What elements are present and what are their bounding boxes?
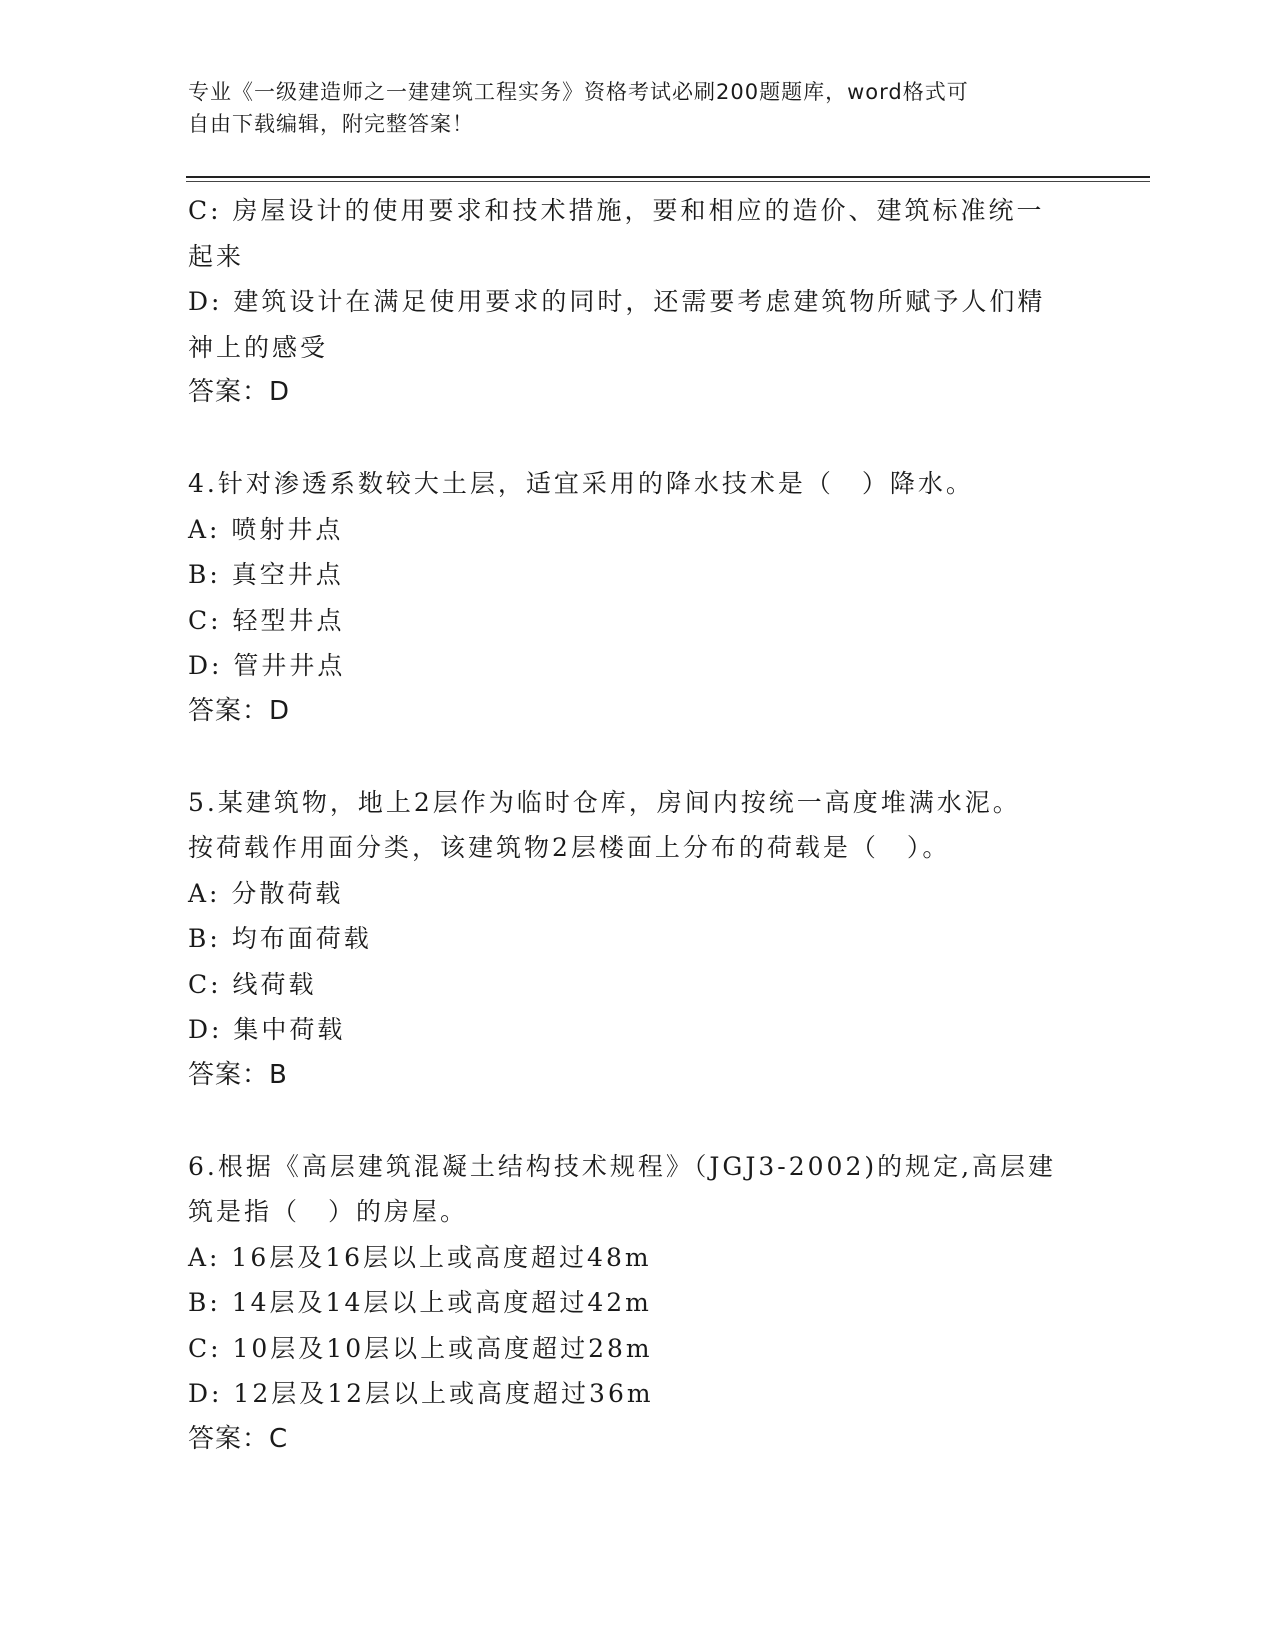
q4-option-c: C: 轻型井点 xyxy=(188,605,345,635)
header-title-line-2: 自由下载编辑，附完整答案！ xyxy=(188,112,474,136)
page-header xyxy=(188,76,1068,140)
q6-option-d: D: 12层及12层以上或高度超过36m xyxy=(188,1379,654,1408)
q4-option-b: B: 真空井点 xyxy=(188,560,344,589)
spacer xyxy=(188,1098,1088,1144)
question-list xyxy=(188,188,1088,1462)
q5-option-b: B: 均布面荷载 xyxy=(188,924,372,953)
q4-answer: 答案：D xyxy=(188,695,291,726)
q3-option-d-line-2: 神上的感受 xyxy=(188,332,329,362)
q5-option-a: A: 分散荷载 xyxy=(188,878,344,908)
q6-option-a: A: 16层及16层以上或高度超过48m xyxy=(188,1242,652,1272)
q6-stem-line-2: 筑是指（ ）的房屋。 xyxy=(188,1197,469,1226)
question-4 xyxy=(188,461,1088,734)
q3-option-c-line-1: C: 房屋设计的使用要求和技术措施，要和相应的造价、建筑标准统一 xyxy=(188,196,1045,225)
header-title-line-1: 专业《一级建造师之一建建筑工程实务》资格考试必刷200题题库，word格式可 xyxy=(188,80,969,104)
q6-option-b: B: 14层及14层以上或高度超过42m xyxy=(188,1288,652,1317)
q6-option-c: C: 10层及10层以上或高度超过28m xyxy=(188,1333,653,1363)
q3-option-c-line-2: 起来 xyxy=(188,241,245,271)
question-3 xyxy=(188,188,1088,416)
header-divider xyxy=(186,176,1150,178)
spacer xyxy=(188,416,1088,462)
q6-stem-line-1: 6.根据《高层建筑混凝土结构技术规程》（JGJ3-2002)的规定,高层建 xyxy=(188,1151,1057,1181)
question-5 xyxy=(188,780,1088,1099)
q5-answer: 答案：B xyxy=(188,1059,288,1090)
q5-option-d: D: 集中荷载 xyxy=(188,1015,346,1044)
q4-stem: 4.针对渗透系数较大土层，适宜采用的降水技术是（ ）降水。 xyxy=(188,469,974,498)
q5-stem-line-1: 5.某建筑物，地上2层作为临时仓库，房间内按统一高度堆满水泥。 xyxy=(188,787,1021,817)
header-divider-thin xyxy=(186,181,1150,182)
q6-answer: 答案：C xyxy=(188,1423,289,1454)
spacer xyxy=(188,734,1088,780)
q4-option-d: D: 管井井点 xyxy=(188,651,346,680)
q5-stem-line-2: 按荷载作用面分类，该建筑物2层楼面上分布的荷载是（ ）。 xyxy=(188,833,951,862)
q3-option-d-line-1: D: 建筑设计在满足使用要求的同时，还需要考虑建筑物所赋予人们精 xyxy=(188,287,1046,316)
q4-option-a: A: 喷射井点 xyxy=(188,514,344,544)
q5-option-c: C: 线荷载 xyxy=(188,969,317,999)
question-6 xyxy=(188,1144,1088,1463)
q3-answer: 答案：D xyxy=(188,377,291,407)
